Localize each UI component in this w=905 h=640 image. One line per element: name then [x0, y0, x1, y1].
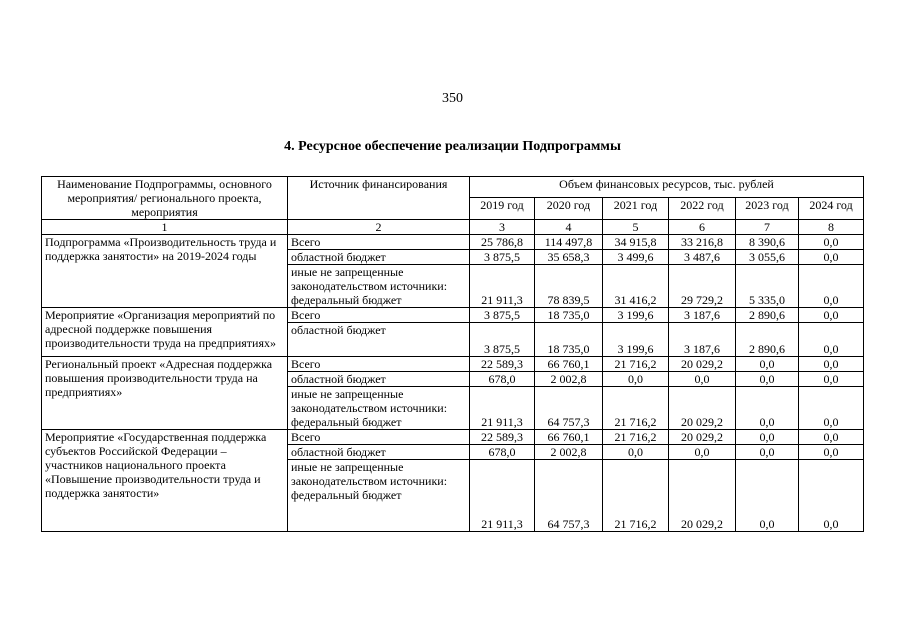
- value-cell: 25 786,8: [470, 235, 535, 250]
- column-number: 1: [42, 220, 288, 235]
- value-cell: 0,0: [736, 430, 799, 445]
- value-cell: 66 760,1: [535, 357, 603, 372]
- value-cell: 20 029,2: [669, 357, 736, 372]
- funding-source-cell: иные не запрещенные законодательством источники: федеральный бюджет: [288, 265, 470, 308]
- table-row: [42, 308, 864, 323]
- table-row: [42, 357, 864, 372]
- value-cell: 21 716,2: [603, 387, 669, 430]
- value-cell: 0,0: [799, 372, 864, 387]
- value-cell: 2 890,6: [736, 323, 799, 357]
- value-cell: 3 875,5: [470, 250, 535, 265]
- value-cell: 3 199,6: [603, 308, 669, 323]
- value-cell: 0,0: [799, 445, 864, 460]
- item-name-cell: Мероприятие «Государственная поддержка субъектов Российской Федерации – участников национального проекта «Повышение производительности труда и поддержка занятости»: [42, 430, 288, 532]
- year-header: 2020 год: [535, 197, 603, 217]
- value-cell: 0,0: [736, 460, 799, 532]
- funding-source-cell: иные не запрещенные законодательством источники: федеральный бюджет: [288, 387, 470, 430]
- value-cell: 3 187,6: [669, 308, 736, 323]
- value-cell: 0,0: [799, 308, 864, 323]
- value-cell: 8 390,6: [736, 235, 799, 250]
- value-cell: 0,0: [799, 323, 864, 357]
- year-header: 2021 год: [603, 197, 669, 217]
- value-cell: 21 716,2: [603, 460, 669, 532]
- funding-source-cell: областной бюджет: [288, 323, 470, 357]
- page-number: 350: [442, 91, 463, 106]
- resource-table: [41, 176, 864, 532]
- funding-source-cell: областной бюджет: [288, 445, 470, 460]
- column-number: 8: [799, 220, 864, 235]
- table-body: [42, 235, 864, 532]
- value-cell: 64 757,3: [535, 460, 603, 532]
- value-cell: 0,0: [669, 372, 736, 387]
- value-cell: 2 002,8: [535, 445, 603, 460]
- value-cell: 3 499,6: [603, 250, 669, 265]
- column-number: 7: [736, 220, 799, 235]
- value-cell: 18 735,0: [535, 308, 603, 323]
- value-cell: 0,0: [603, 445, 669, 460]
- value-cell: 22 589,3: [470, 357, 535, 372]
- value-cell: 0,0: [736, 387, 799, 430]
- value-cell: 33 216,8: [669, 235, 736, 250]
- column-number: 3: [470, 220, 535, 235]
- value-cell: 35 658,3: [535, 250, 603, 265]
- value-cell: 34 915,8: [603, 235, 669, 250]
- value-cell: 22 589,3: [470, 430, 535, 445]
- value-cell: 3 875,5: [470, 323, 535, 357]
- value-cell: 3 487,6: [669, 250, 736, 265]
- value-cell: 3 875,5: [470, 308, 535, 323]
- value-cell: 64 757,3: [535, 387, 603, 430]
- value-cell: 0,0: [799, 265, 864, 308]
- value-cell: 3 055,6: [736, 250, 799, 265]
- funding-source-cell: областной бюджет: [288, 372, 470, 387]
- value-cell: 20 029,2: [669, 460, 736, 532]
- value-cell: 66 760,1: [535, 430, 603, 445]
- value-cell: 31 416,2: [603, 265, 669, 308]
- value-cell: 18 735,0: [535, 323, 603, 357]
- funding-source-cell: областной бюджет: [288, 250, 470, 265]
- funding-source-cell: иные не запрещенные законодательством источники: федеральный бюджет: [288, 460, 470, 532]
- value-cell: 0,0: [799, 250, 864, 265]
- column-number: 6: [669, 220, 736, 235]
- value-cell: 21 911,3: [470, 265, 535, 308]
- header-volume-cell: Объем финансовых ресурсов, тыс. рублей: [470, 177, 864, 198]
- value-cell: 0,0: [799, 357, 864, 372]
- table-row: [42, 430, 864, 445]
- item-name-cell: Региональный проект «Адресная поддержка повышения производительности труда на предприятиях»: [42, 357, 288, 430]
- value-cell: 0,0: [799, 235, 864, 250]
- value-cell: 0,0: [669, 445, 736, 460]
- value-cell: 21 716,2: [603, 357, 669, 372]
- header-source-cell: Источник финансирования: [288, 177, 470, 220]
- header-row: [42, 177, 864, 198]
- table-row: [42, 235, 864, 250]
- funding-source-cell: Всего: [288, 308, 470, 323]
- item-name-cell: Подпрограмма «Производительность труда и поддержка занятости» на 2019-2024 годы: [42, 235, 288, 308]
- value-cell: 2 002,8: [535, 372, 603, 387]
- column-number: 5: [603, 220, 669, 235]
- year-header: 2024 год: [799, 197, 864, 217]
- column-number-row: [42, 220, 864, 235]
- funding-source-cell: Всего: [288, 235, 470, 250]
- value-cell: 2 890,6: [736, 308, 799, 323]
- value-cell: 114 497,8: [535, 235, 603, 250]
- section-title: 4. Ресурсное обеспечение реализации Подпрограммы: [284, 139, 621, 154]
- value-cell: 21 911,3: [470, 387, 535, 430]
- value-cell: 78 839,5: [535, 265, 603, 308]
- value-cell: 3 199,6: [603, 323, 669, 357]
- value-cell: 20 029,2: [669, 387, 736, 430]
- value-cell: 0,0: [736, 357, 799, 372]
- column-number: 2: [288, 220, 470, 235]
- value-cell: 29 729,2: [669, 265, 736, 308]
- column-number: 4: [535, 220, 603, 235]
- header-name-cell: Наименование Подпрограммы, основного мероприятия/ регионального проекта, мероприятия: [42, 177, 288, 220]
- value-cell: 5 335,0: [736, 265, 799, 308]
- value-cell: 21 716,2: [603, 430, 669, 445]
- item-name-cell: Мероприятие «Организация мероприятий по адресной поддержке повышения производительности труда на предприятиях»: [42, 308, 288, 357]
- value-cell: 3 187,6: [669, 323, 736, 357]
- year-header: 2022 год: [669, 197, 736, 217]
- value-cell: 678,0: [470, 372, 535, 387]
- value-cell: 678,0: [470, 445, 535, 460]
- value-cell: 0,0: [603, 372, 669, 387]
- year-header: 2023 год: [736, 197, 799, 217]
- funding-source-cell: Всего: [288, 357, 470, 372]
- value-cell: 0,0: [799, 460, 864, 532]
- value-cell: 0,0: [799, 430, 864, 445]
- value-cell: 0,0: [736, 372, 799, 387]
- funding-source-cell: Всего: [288, 430, 470, 445]
- value-cell: 0,0: [799, 387, 864, 430]
- value-cell: 20 029,2: [669, 430, 736, 445]
- year-header: 2019 год: [470, 197, 535, 217]
- value-cell: 0,0: [736, 445, 799, 460]
- value-cell: 21 911,3: [470, 460, 535, 532]
